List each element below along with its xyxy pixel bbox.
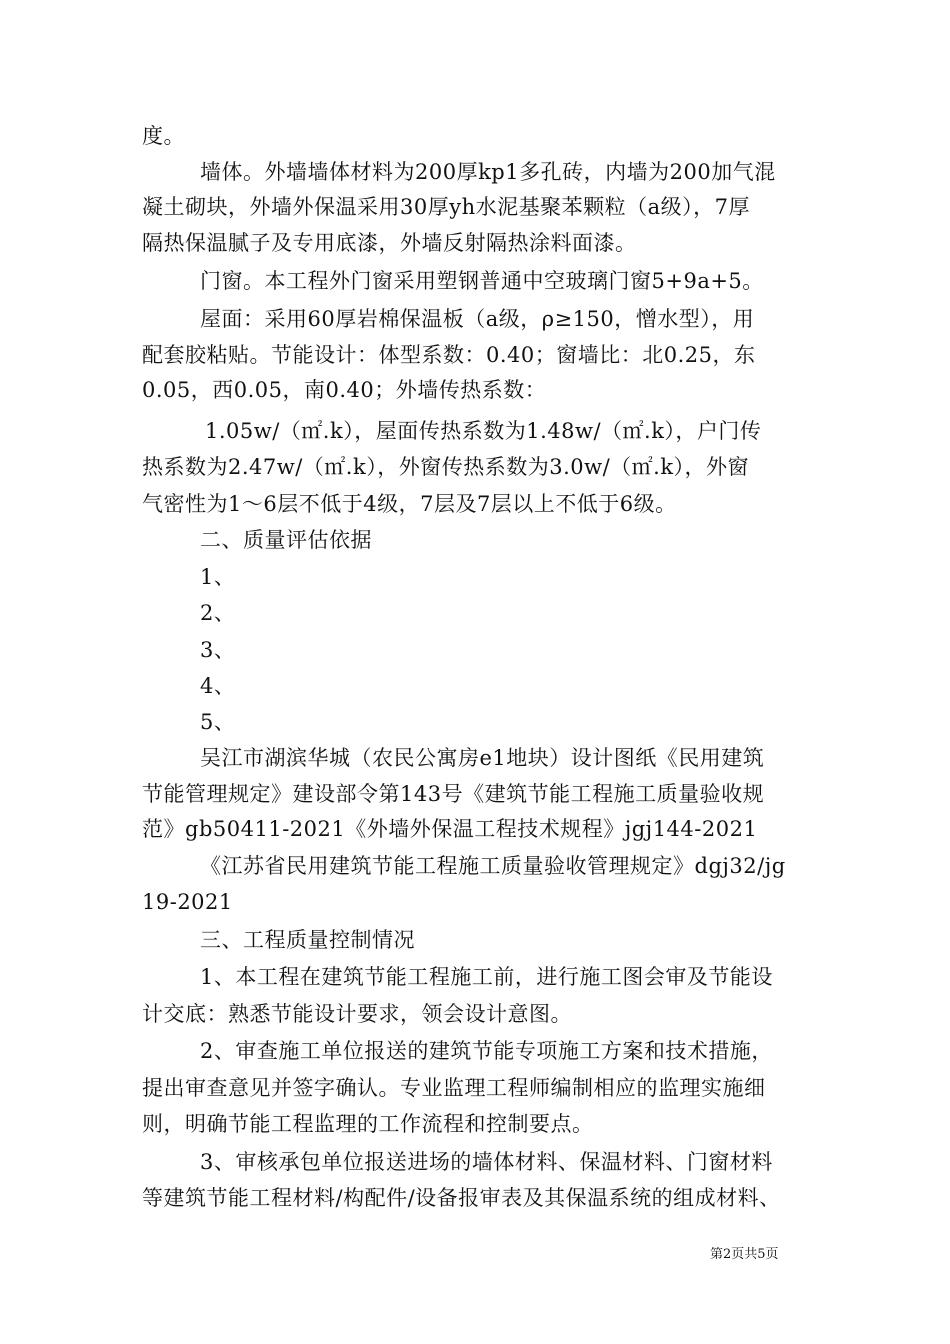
text-line-22: 19-2021	[142, 890, 233, 914]
text-line-25: 计交底：熟悉节能设计要求，领会设计意图。	[142, 1002, 572, 1026]
text-line-2: 墙体。外墙墙体材料为200厚kp1多孔砖，内墙为200加气混	[200, 160, 776, 184]
list-item-5: 5、	[200, 710, 236, 734]
list-item-4: 4、	[200, 674, 236, 698]
text-line-20: 范》gb50411-2021《外墙外保温工程技术规程》jgj144-2021	[142, 817, 758, 841]
list-item-2: 2、	[200, 601, 236, 625]
section-heading-2: 二、质量评估依据	[200, 528, 372, 552]
text-line-30: 等建筑节能工程材料/构配件/设备报审表及其保温系统的组成材料、	[142, 1186, 781, 1210]
page-number-footer: 第2页共5页	[710, 1247, 779, 1262]
text-line-24: 1、本工程在建筑节能工程施工前，进行施工图会审及节能设	[200, 965, 773, 989]
text-line-27: 提出审查意见并签字确认。专业监理工程师编制相应的监理实施细	[142, 1076, 766, 1100]
text-line-3: 凝土砌块，外墙外保温采用30厚yh水泥基聚苯颗粒（a级），7厚	[142, 195, 750, 219]
text-line-7: 配套胶粘贴。节能设计：体型系数：0.40；窗墙比：北0.25，东	[142, 343, 756, 367]
text-line-5: 门窗。本工程外门窗采用塑钢普通中空玻璃门窗5+9a+5。	[200, 269, 764, 293]
text-line-29: 3、审核承包单位报送进场的墙体材料、保温材料、门窗材料	[200, 1150, 773, 1174]
text-line-26: 2、审查施工单位报送的建筑节能专项施工方案和技术措施，	[200, 1039, 773, 1063]
text-line-19: 节能管理规定》建设部令第143号《建筑节能工程施工质量验收规	[142, 782, 765, 806]
text-line-10: 热系数为2.47w/（㎡.k），外窗传热系数为3.0w/（㎡.k），外窗	[142, 455, 750, 479]
text-line-4: 隔热保温腻子及专用底漆，外墙反射隔热涂料面漆。	[142, 231, 637, 255]
list-item-3: 3、	[200, 638, 236, 662]
section-heading-3: 三、工程质量控制情况	[200, 928, 415, 952]
text-line-11: 气密性为1～6层不低于4级，7层及7层以上不低于6级。	[142, 492, 677, 516]
text-line-9: 1.05w/（㎡.k），屋面传热系数为1.48w/（㎡.k），户门传	[205, 419, 762, 443]
text-line-8: 0.05，西0.05，南0.40；外墙传热系数：	[142, 378, 547, 402]
text-line-1: 度。	[142, 124, 185, 148]
text-line-18: 吴江市湖滨华城（农民公寓房e1地块）设计图纸《民用建筑	[200, 746, 765, 770]
text-line-21: 《江苏省民用建筑节能工程施工质量验收管理规定》dgj32/jg	[200, 854, 786, 878]
text-line-6: 屋面：采用60厚岩棉保温板（a级，ρ≥150，憎水型），用	[200, 307, 755, 331]
list-item-1: 1、	[200, 565, 236, 589]
text-line-28: 则，明确节能工程监理的工作流程和控制要点。	[142, 1112, 594, 1136]
